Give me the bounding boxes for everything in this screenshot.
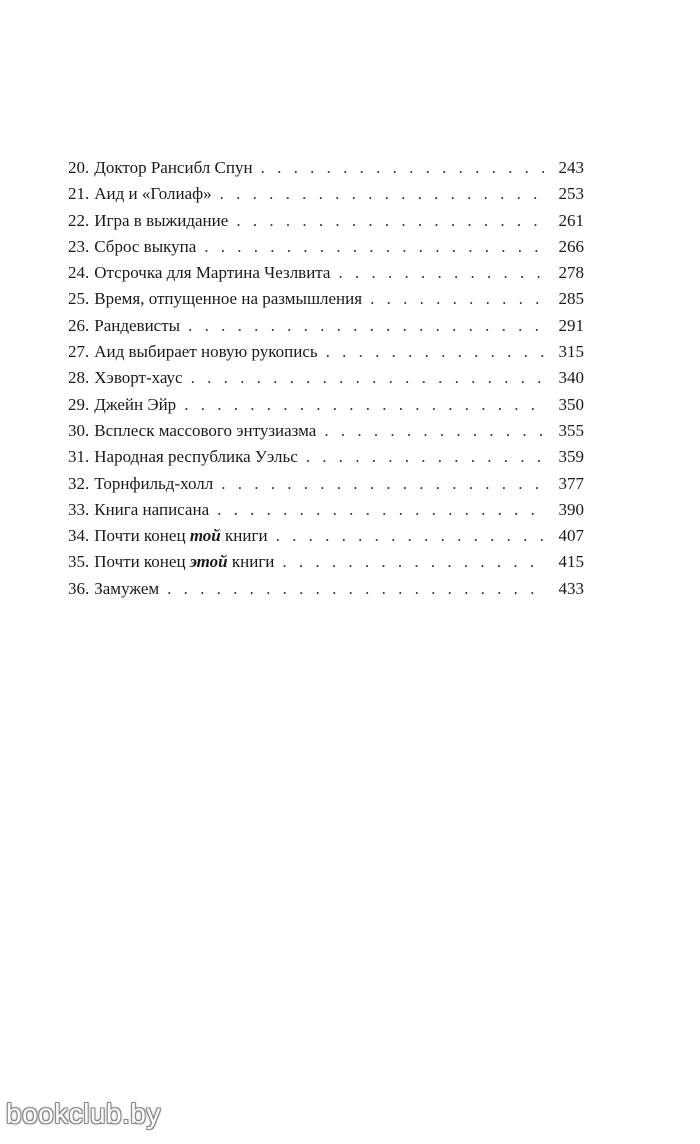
toc-entry <box>68 365 584 391</box>
chapter-title: Игра в выжидание <box>94 210 229 230</box>
dot-leader <box>220 181 544 207</box>
chapter-number: 27. <box>68 342 90 362</box>
chapter-title: Книга написана <box>94 499 210 519</box>
chapter-number: 35. <box>68 552 90 572</box>
page-number: 390 <box>558 499 584 519</box>
page-number: 278 <box>558 263 584 283</box>
toc-entry <box>68 181 584 207</box>
page-number: 253 <box>558 184 584 204</box>
chapter-number: 23. <box>68 236 90 256</box>
dot-leader <box>326 339 544 365</box>
dot-leader <box>338 260 544 286</box>
page-number: 377 <box>558 473 584 493</box>
page-number: 359 <box>558 447 584 467</box>
chapter-title: Сброс выкупа <box>94 236 197 256</box>
chapter-title: Джейн Эйр <box>94 394 177 414</box>
page-number: 266 <box>558 236 584 256</box>
toc-entry <box>68 260 584 286</box>
dot-leader <box>276 523 544 549</box>
chapter-title: Время, отпущенное на размышления <box>94 289 363 309</box>
toc-entry <box>68 497 584 523</box>
toc-entry <box>68 392 584 418</box>
toc-entry <box>68 444 584 470</box>
chapter-number: 33. <box>68 499 90 519</box>
chapter-title <box>94 523 267 549</box>
toc-entry <box>68 155 584 181</box>
toc-entry <box>68 523 584 549</box>
page-number: 243 <box>558 158 584 177</box>
page-number: 291 <box>558 315 584 335</box>
chapter-number: 21. <box>68 184 90 204</box>
toc-entry <box>68 418 584 444</box>
chapter-title: Замужем <box>94 578 160 598</box>
dot-leader <box>184 392 544 418</box>
page-number: 415 <box>558 552 584 572</box>
chapter-number: 29. <box>68 394 90 414</box>
chapter-title <box>94 549 274 575</box>
chapter-number: 34. <box>68 526 90 546</box>
title-text: Почти конец <box>94 552 190 572</box>
chapter-number: 32. <box>68 473 90 493</box>
toc-entry <box>68 471 584 497</box>
chapter-number: 22. <box>68 210 90 230</box>
dot-leader <box>306 444 544 470</box>
dot-leader <box>370 286 544 312</box>
page-number: 355 <box>558 420 584 440</box>
title-text: Почти конец <box>94 526 190 546</box>
dot-leader <box>261 155 544 181</box>
toc-entry <box>68 234 584 260</box>
dot-leader <box>236 208 544 234</box>
title-text: книги <box>227 552 275 572</box>
dot-leader <box>217 497 544 523</box>
dot-leader <box>324 418 544 444</box>
page-number: 315 <box>558 342 584 362</box>
toc-entry <box>68 339 584 365</box>
chapter-title: Аид выбирает новую рукопись <box>94 342 318 362</box>
chapter-number: 31. <box>68 447 90 467</box>
chapter-number: 20. <box>68 158 90 177</box>
chapter-number: 36. <box>68 578 90 598</box>
table-of-contents <box>68 155 584 602</box>
dot-leader <box>167 576 544 602</box>
dot-leader <box>191 365 544 391</box>
chapter-number: 30. <box>68 420 90 440</box>
page-number: 350 <box>558 394 584 414</box>
chapter-title: Аид и «Голиаф» <box>94 184 212 204</box>
chapter-title: Всплеск массового энтузиазма <box>94 420 317 440</box>
chapter-number: 25. <box>68 289 90 309</box>
chapter-number: 28. <box>68 368 90 388</box>
chapter-number: 24. <box>68 263 90 283</box>
toc-entry <box>68 313 584 339</box>
toc-entry <box>68 549 584 575</box>
chapter-title: Народная республика Уэльс <box>94 447 298 467</box>
page-number: 285 <box>558 289 584 309</box>
page-number: 433 <box>558 578 584 598</box>
chapter-title: Рандевисты <box>94 315 181 335</box>
watermark: bookclub.by <box>6 1098 161 1129</box>
title-emphasis: этой <box>189 552 228 572</box>
toc-entry <box>68 208 584 234</box>
title-text: книги <box>220 526 268 546</box>
page-number: 261 <box>558 210 584 230</box>
dot-leader <box>282 549 544 575</box>
chapter-title: Торнфильд-холл <box>94 473 214 493</box>
page-number: 407 <box>558 526 584 546</box>
chapter-title: Доктор Рансибл Спун <box>94 158 253 177</box>
dot-leader <box>188 313 544 339</box>
dot-leader <box>204 234 544 260</box>
toc-entry <box>68 576 584 602</box>
chapter-number: 26. <box>68 315 90 335</box>
page-number: 340 <box>558 368 584 388</box>
title-emphasis: той <box>189 526 221 546</box>
chapter-title: Хэворт-хаус <box>94 368 183 388</box>
toc-entry <box>68 286 584 312</box>
dot-leader <box>221 471 544 497</box>
chapter-title: Отсрочка для Мартина Чезлвита <box>94 263 331 283</box>
